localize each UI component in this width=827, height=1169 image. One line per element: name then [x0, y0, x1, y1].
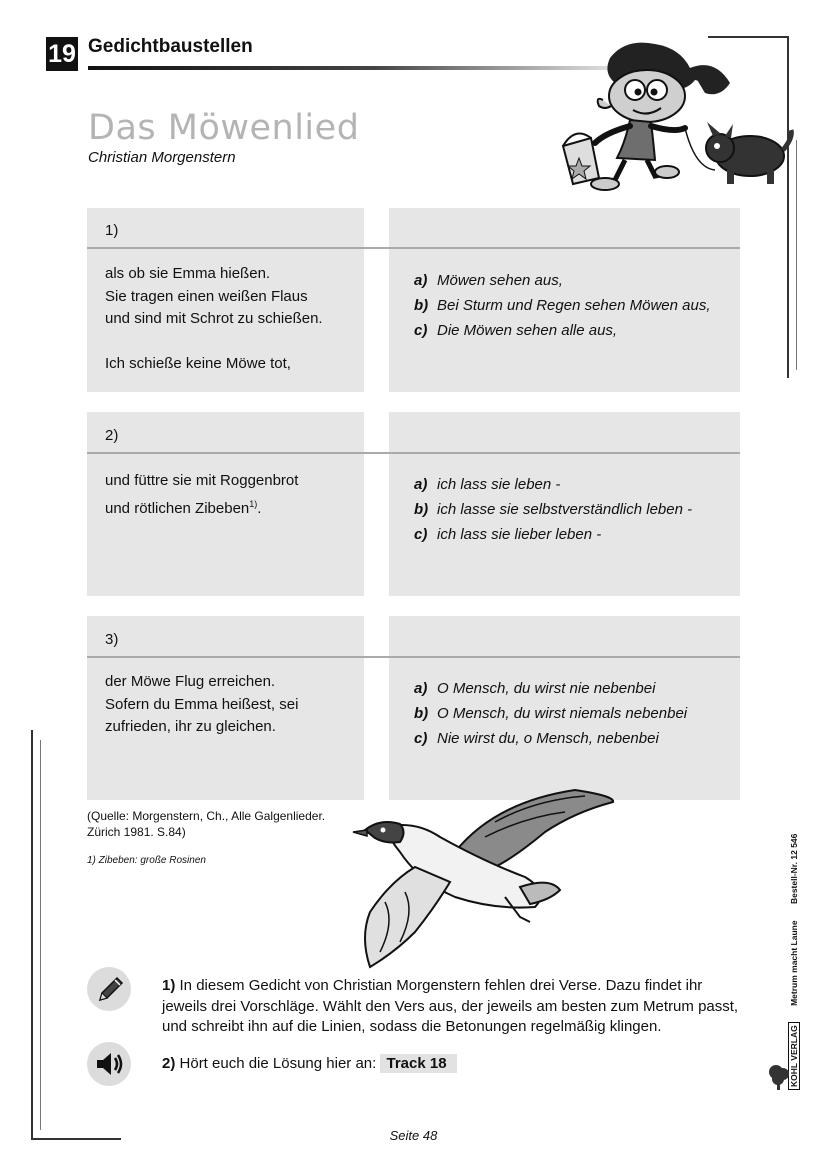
- seagull-illustration: [345, 782, 620, 972]
- option-a: a) ich lass sie leben -: [414, 476, 561, 493]
- publisher-tree-logo: [766, 1062, 792, 1092]
- option-list: [414, 472, 692, 547]
- option-c: c) Die Möwen sehen alle aus,: [414, 322, 618, 339]
- book-title: Metrum macht Laune: [789, 920, 799, 1006]
- chapter-number: 19: [46, 37, 78, 71]
- poem-line: Sie tragen einen weißen Flaus: [105, 287, 308, 305]
- option-list: [414, 268, 711, 343]
- poem-line: Sofern du Emma heißest, sei: [105, 695, 299, 713]
- side-info: [789, 820, 799, 1090]
- chapter-title: Gedichtbaustellen: [88, 36, 253, 57]
- poem-line: und füttre sie mit Roggenbrot: [105, 472, 299, 489]
- poem-lines: [105, 263, 323, 375]
- poem-title: Das Möwenlied: [88, 108, 360, 148]
- poem-lines: [105, 470, 298, 520]
- source-citation: (Quelle: Morgenstern, Ch., Alle Galgenlieder. Zürich 1981. S.84): [87, 809, 326, 839]
- option-list: [414, 676, 687, 751]
- poem-line: und rötlichen Zibeben$^{1)}$.: [105, 498, 262, 517]
- option-a: a) Möwen sehen aus,: [414, 272, 563, 289]
- girl-with-dog-illustration: [555, 38, 795, 198]
- poem-line: und sind mit Schrot zu schießen.: [105, 310, 323, 327]
- option-b: b) Bei Sturm und Regen sehen Möwen aus,: [414, 297, 711, 314]
- option-b: b) O Mensch, du wirst niemals nebenbei: [414, 705, 688, 722]
- answer-line: [87, 656, 740, 658]
- section-number: 2): [105, 427, 119, 444]
- option-a: a) O Mensch, du wirst nie nebenbei: [414, 680, 656, 697]
- frame-line: [40, 740, 41, 1130]
- footnote: 1) Zibeben: große Rosinen: [87, 855, 206, 866]
- page-number: Seite 48: [389, 1128, 438, 1143]
- answer-line: [87, 247, 740, 249]
- stanza-gap: [105, 331, 323, 353]
- header-rule: [88, 66, 608, 70]
- task-1-instructions: 1) In diesem Gedicht von Christian Morgenstern fehlen drei Verse. Dazu findet ihr jeweils drei Vorschläge. Wählt den Vers aus, der jeweils am besten zum Metrum passt, und schreibt ihn auf die Linien, sodass die Betonungen regelmäßig klingen.: [162, 977, 739, 1035]
- track-badge: Track 18: [380, 1054, 456, 1073]
- speaker-icon: [87, 1042, 131, 1086]
- option-c: c) ich lass sie lieber leben -: [414, 526, 602, 543]
- poem-author: Christian Morgenstern: [88, 149, 236, 166]
- frame-line: [796, 140, 797, 370]
- task-2-instructions: 2) Hört euch die Lösung hier an: Track 18: [162, 1055, 457, 1072]
- frame-line: [31, 730, 33, 1140]
- poem-line: Ich schieße keine Möwe tot,: [105, 354, 291, 372]
- pencil-icon: [87, 967, 131, 1011]
- order-number: Bestell-Nr. 12 546: [789, 833, 799, 905]
- poem-line: zufrieden, ihr zu gleichen.: [105, 718, 276, 735]
- answer-line: [87, 452, 740, 454]
- poem-line: der Möwe Flug erreichen.: [105, 673, 276, 690]
- section-number: 3): [105, 631, 119, 648]
- footnote-mark: 1): [249, 498, 258, 509]
- option-b: b) ich lasse sie selbstverständlich leben -: [414, 501, 693, 518]
- option-c: c) Nie wirst du, o Mensch, nebenbei: [414, 730, 659, 747]
- publisher-name: KOHL VERLAG: [788, 1022, 800, 1090]
- section-number: 1): [105, 222, 119, 239]
- poem-line: als ob sie Emma hießen.: [105, 265, 271, 282]
- poem-lines: [105, 671, 298, 739]
